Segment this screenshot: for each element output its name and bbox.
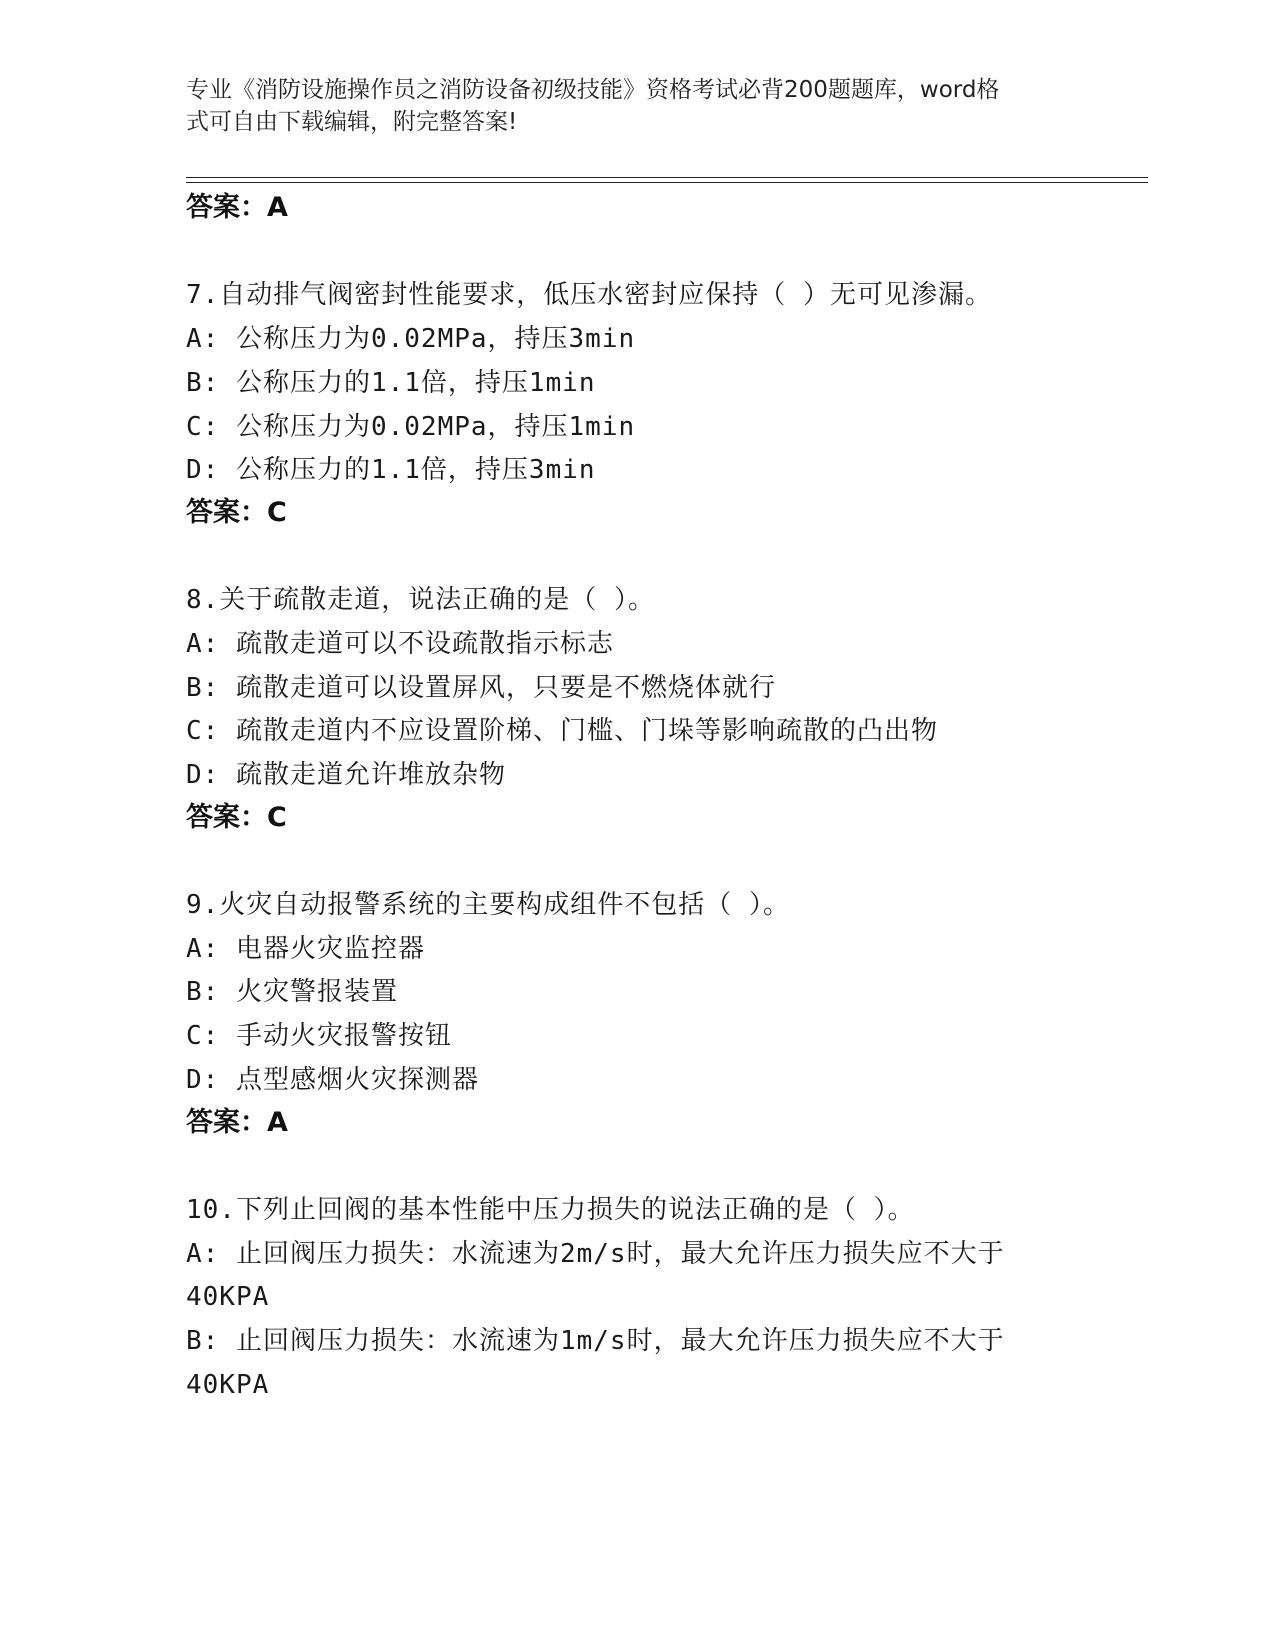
option-a: A: 疏散走道可以不设疏散指示标志 [186, 629, 614, 659]
question-stem: 7.自动排气阀密封性能要求，低压水密封应保持（ ）无可见渗漏。 [186, 280, 992, 310]
option-a: A: 电器火灾监控器 [186, 934, 425, 964]
option-c: C: 手动火灾报警按钮 [186, 1021, 452, 1051]
option-c: C: 疏散走道内不应设置阶梯、门槛、门垛等影响疏散的凸出物 [186, 716, 938, 746]
option-a-continued: 40KPA [186, 1282, 270, 1312]
answer-8: 答案：C [186, 802, 287, 833]
option-c: C: 公称压力为0.02MPa，持压1min [186, 412, 636, 442]
option-d: D: 疏散走道允许堆放杂物 [186, 760, 506, 790]
question-stem: 8.关于疏散走道，说法正确的是（ ）。 [186, 585, 655, 615]
header-divider-top [186, 177, 1148, 178]
answer-7: 答案：C [186, 497, 287, 528]
answer-9: 答案：A [186, 1107, 288, 1138]
option-a: A: 公称压力为0.02MPa，持压3min [186, 324, 636, 354]
document-header [186, 74, 1066, 138]
option-b: B: 疏散走道可以设置屏风，只要是不燃烧体就行 [186, 673, 776, 703]
question-stem: 9.火灾自动报警系统的主要构成组件不包括（ ）。 [186, 890, 790, 920]
header-line-2: 式可自由下载编辑，附完整答案! [186, 109, 518, 135]
option-b: B: 火灾警报装置 [186, 977, 398, 1007]
option-b: B: 公称压力的1.1倍，持压1min [186, 368, 596, 398]
header-divider-bottom [186, 182, 1148, 183]
answer-6: 答案：A [186, 192, 288, 223]
option-b-continued: 40KPA [186, 1370, 270, 1400]
option-d: D: 点型感烟火灾探测器 [186, 1065, 479, 1095]
question-stem: 10.下列止回阀的基本性能中压力损失的说法正确的是（ ）。 [186, 1195, 915, 1225]
option-b: B: 止回阀压力损失：水流速为1m/s时，最大允许压力损失应不大于 [186, 1326, 1005, 1356]
option-a: A: 止回阀压力损失：水流速为2m/s时，最大允许压力损失应不大于 [186, 1239, 1005, 1269]
option-d: D: 公称压力的1.1倍，持压3min [186, 455, 596, 485]
header-line-1: 专业《消防设施操作员之消防设备初级技能》资格考试必背200题题库，word格 [186, 77, 1000, 103]
